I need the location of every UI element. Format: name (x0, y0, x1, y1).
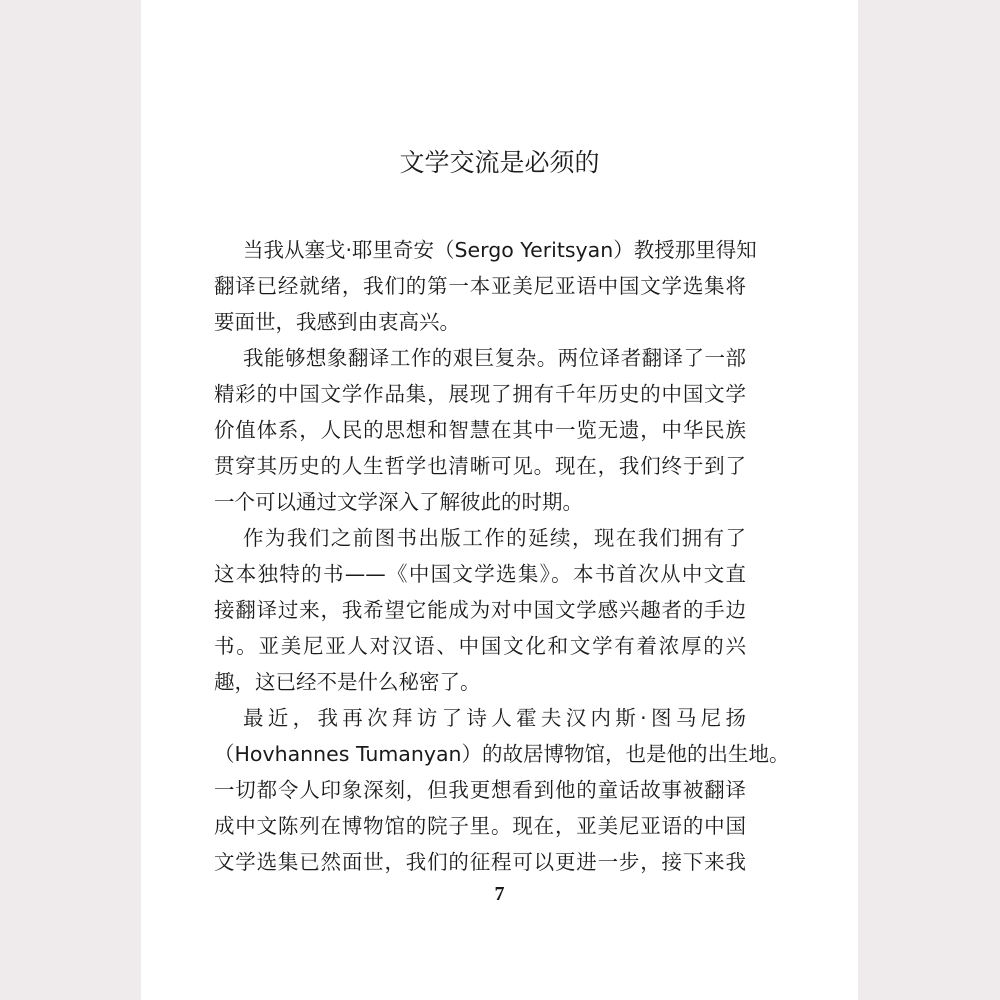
text-line: 翻译已经就绪，我们的第一本亚美尼亚语中国文学选集将 (214, 274, 746, 298)
text-line: 贯穿其历史的人生哲学也清晰可见。现在，我们终于到了 (214, 454, 746, 478)
book-page (141, 0, 858, 1000)
text-line: 文学选集已然面世，我们的征程可以更进一步，接下来我 (214, 850, 746, 874)
text-line: 我能够想象翻译工作的艰巨复杂。两位译者翻译了一部 (243, 346, 746, 370)
text-line: 作为我们之前图书出版工作的延续，现在我们拥有了 (243, 526, 746, 550)
text-line: 接翻译过来，我希望它能成为对中国文学感兴趣者的手边 (214, 598, 746, 622)
text-line: 要面世，我感到由衷高兴。 (214, 310, 460, 334)
text-line: 趣，这已经不是什么秘密了。 (214, 670, 481, 694)
page-number: 7 (494, 883, 505, 905)
text-line: 书。亚美尼亚人对汉语、中国文化和文学有着浓厚的兴 (214, 634, 746, 658)
text-line: 精彩的中国文学作品集，展现了拥有千年历史的中国文学 (214, 382, 746, 406)
paragraph (214, 232, 757, 340)
text-line: 一切都令人印象深刻，但我更想看到他的童话故事被翻译 (214, 778, 746, 802)
paragraph (214, 700, 790, 880)
text-line: 最近，我再次拜访了诗人霍夫汉内斯·图马尼扬 (243, 706, 746, 730)
text-line: （Hovhannes Tumanyan）的故居博物馆，也是他的出生地。 (214, 742, 790, 766)
text-line: 这本独特的书——《中国文学选集》。本书首次从中文直 (214, 562, 746, 586)
text-line: 一个可以通过文学深入了解彼此的时期。 (214, 490, 583, 514)
body-text (214, 232, 790, 880)
text-line: 成中文陈列在博物馆的院子里。现在，亚美尼亚语的中国 (214, 814, 746, 838)
paragraph (214, 520, 746, 700)
paragraph (214, 340, 746, 520)
chapter-title: 文学交流是必须的 (399, 148, 600, 177)
text-line: 价值体系，人民的思想和智慧在其中一览无遗，中华民族 (214, 418, 746, 442)
text-line: 当我从塞戈·耶里奇安（Sergo Yeritsyan）教授那里得知 (243, 238, 757, 262)
